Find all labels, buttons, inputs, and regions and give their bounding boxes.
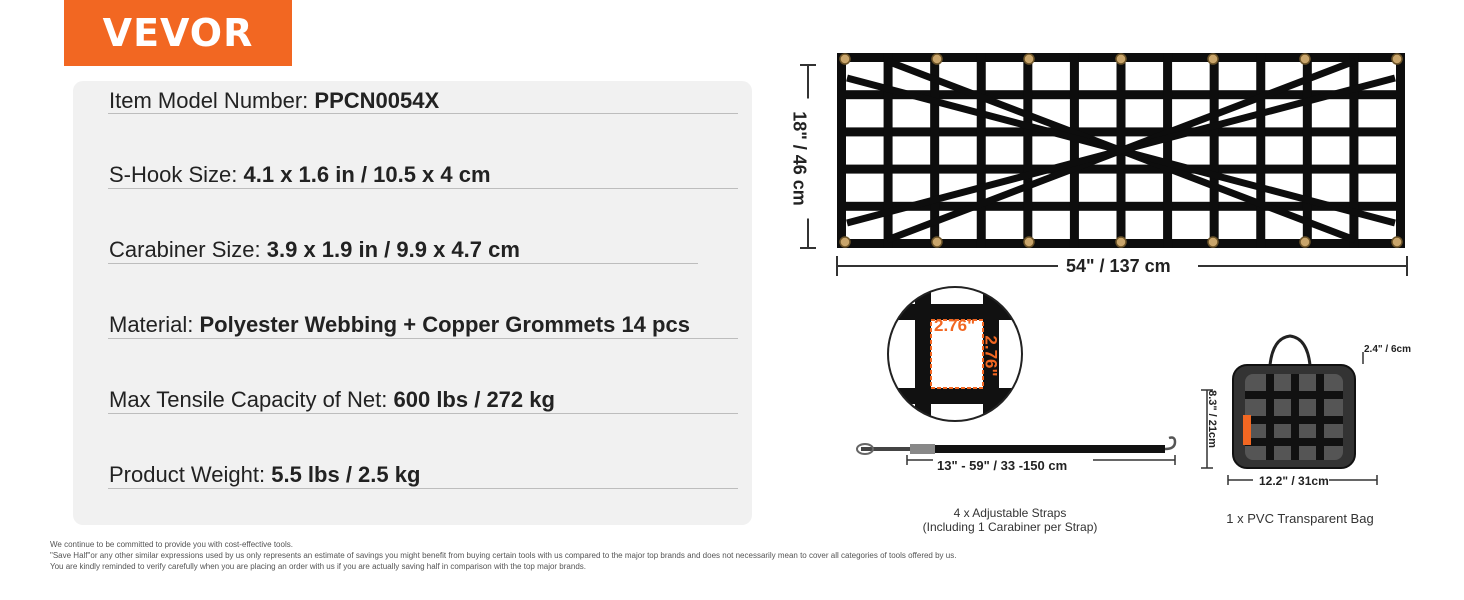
grommet-icon [932, 237, 942, 247]
net-strap-vertical [1396, 53, 1405, 248]
grommet-icon [1024, 237, 1034, 247]
net-strap-vertical [1023, 53, 1032, 248]
spec-s-hook: S-Hook Size: 4.1 x 1.6 in / 10.5 x 4 cm [109, 162, 491, 187]
spec-carabiner: Carabiner Size: 3.9 x 1.9 in / 9.9 x 4.7 cm [109, 237, 520, 262]
divider [108, 488, 738, 489]
net-width-label: 54" / 137 cm [1066, 256, 1171, 276]
spec-tensile: Max Tensile Capacity of Net: 600 lbs / 272 kg [109, 387, 555, 412]
grommet-icon [840, 54, 850, 64]
strap-length-label: 13" - 59" / 33 -150 cm [937, 458, 1068, 473]
grommet-icon [932, 54, 942, 64]
grid-width-label: 2.76" [934, 316, 976, 335]
cargo-net-illustration [800, 50, 1420, 280]
grid-height-label: 2.76" [981, 335, 1001, 377]
vevor-logo: VEVOR [64, 0, 292, 66]
divider [108, 188, 738, 189]
footnote-1: We continue to be committed to provide you with cost-effective tools. [50, 540, 293, 549]
grommet-icon [1024, 54, 1034, 64]
net-strap-vertical [1256, 53, 1265, 248]
grommet-icon [1208, 237, 1218, 247]
net-strap-vertical [837, 53, 846, 248]
net-strap-vertical [977, 53, 986, 248]
bag-caption: 1 x PVC Transparent Bag [1226, 511, 1374, 526]
spec-material: Material: Polyester Webbing + Copper Grommets 14 pcs [109, 312, 690, 337]
net-strap-vertical [1210, 53, 1219, 248]
bag-handle-label: 2.4" / 6cm [1364, 344, 1411, 355]
divider [108, 263, 698, 264]
bag-height-label: 8.3" / 21cm [1206, 390, 1218, 448]
cargo-net [837, 53, 1405, 248]
grid-detail-illustration [885, 284, 1025, 424]
spec-panel [73, 81, 752, 525]
bag-width-label: 12.2" / 31cm [1259, 474, 1329, 488]
grommet-icon [1392, 54, 1402, 64]
strap-caption: 4 x Adjustable Straps (Including 1 Carabiner per Strap) [922, 506, 1098, 534]
spec-model: Item Model Number: PPCN0054X [109, 88, 440, 113]
grommet-icon [1116, 237, 1126, 247]
net-strap-vertical [1163, 53, 1172, 248]
grommet-icon [1208, 54, 1218, 64]
grommet-icon [840, 237, 850, 247]
grommet-icon [1392, 237, 1402, 247]
divider [108, 338, 738, 339]
divider [108, 413, 738, 414]
footnote-3: You are kindly reminded to verify carefully when you are placing an order with us if you are actually saving half in comparison with the top major brands. [50, 562, 586, 571]
net-strap-vertical [884, 53, 893, 248]
footnote-2: "Save Half"or any other similar expressions used by us only represents an estimate of savings you might benefit from buying certain tools with us compared to the major top brands and does not necessarily mean to cover all categories of tools offered by us. [50, 551, 957, 560]
spec-weight: Product Weight: 5.5 lbs / 2.5 kg [109, 462, 421, 487]
grommet-icon [1300, 54, 1310, 64]
divider [108, 113, 738, 114]
s-hook-icon [1165, 438, 1175, 450]
net-strap-vertical [1070, 53, 1079, 248]
net-strap-vertical [1349, 53, 1358, 248]
grommet-icon [1116, 54, 1126, 64]
net-height-label: 18" / 46 cm [789, 99, 810, 219]
grommet-icon [1300, 237, 1310, 247]
